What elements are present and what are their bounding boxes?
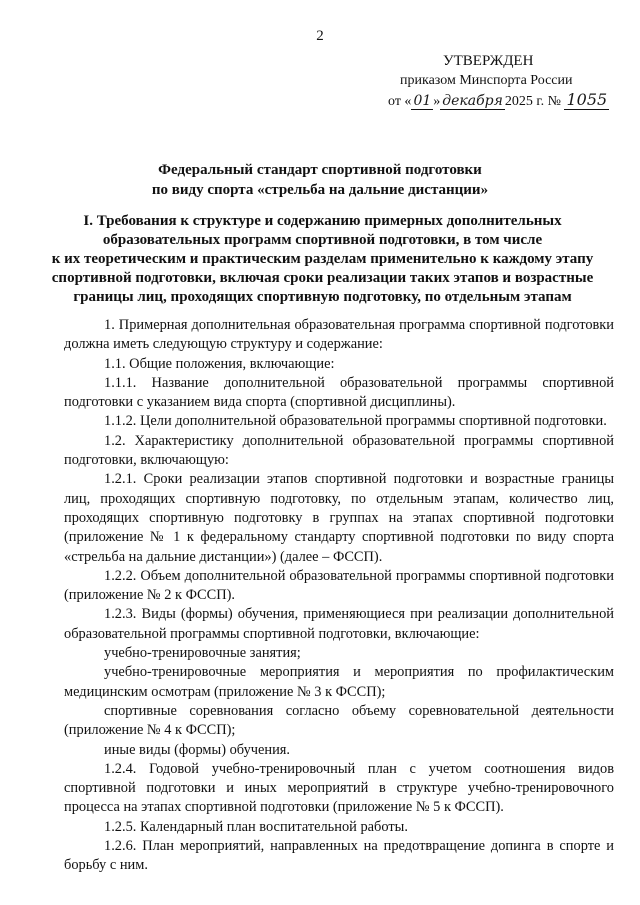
section-heading-line: к их теоретическим и практическим разделам применительно к каждому этапу <box>51 251 594 267</box>
document-body <box>64 316 614 876</box>
approval-order-line: приказом Минспорта России <box>400 73 573 88</box>
section-heading-line: спортивной подготовки, включая сроки реализации таких этапов и возрастные <box>51 270 594 286</box>
paragraph: 1.2. Характеристику дополнительной образовательной программы спортивной подготовки, включающую: <box>64 432 614 469</box>
handwritten-day: 01 <box>413 93 432 109</box>
paragraph: 1. Примерная дополнительная образовательная программа спортивной подготовки должна иметь следующую структуру и содержание: <box>64 317 614 353</box>
section-heading-line: I. Требования к структуре и содержанию примерных дополнительных <box>83 213 562 229</box>
handwritten-month: декабря <box>442 93 503 109</box>
date-mid: » <box>433 94 441 109</box>
page-number: 2 <box>316 28 324 44</box>
paragraph: 1.2.4. Годовой учебно-тренировочный план с учетом соотношения видов спортивной подготовки и иных мероприятий в структуре учебно-тренировочного процесса на этапах спортивной подготовки (приложение № 5 к ФССП). <box>64 760 614 816</box>
section-heading-line: границы лиц, проходящих спортивную подготовку, по отдельным этапам <box>73 289 572 305</box>
paragraph: учебно-тренировочные мероприятия и мероприятия по профилактическим медицинским осмотрам (приложение № 3 к ФССП); <box>64 664 614 700</box>
paragraph: 1.2.1. Сроки реализации этапов спортивной подготовки и возрастные границы лиц, проходящих спортивную подготовку, по отдельным этапам, количество лиц, проходящих спортивную подготовку в группах на этапах спортивной подготовки (приложение № 1 к федеральному стандарту спортивной подготовки по виду спорта «стрельба на дальние дистанции») (далее – ФССП). <box>64 471 614 565</box>
approval-date-line <box>388 90 628 111</box>
title-line: по виду спорта «стрельба на дальние дистанции» <box>151 182 489 198</box>
paragraph: 1.2.6. План мероприятий, направленных на предотвращение допинга в спорте и борьбу с ним. <box>64 838 614 874</box>
handwritten-order-number: 1055 <box>566 90 608 109</box>
approval-block <box>388 52 628 111</box>
paragraph: 1.2.3. Виды (формы) обучения, применяющиеся при реализации дополнительной образовательной программы спортивной подготовки, включающие: <box>64 606 614 642</box>
section-heading-line: образовательных программ спортивной подготовки, в том числе <box>102 232 543 248</box>
paragraph: учебно-тренировочные занятия; <box>104 645 301 662</box>
paragraph: 1.1.2. Цели дополнительной образовательной программы спортивной подготовки. <box>104 413 607 430</box>
date-prefix: от « <box>388 94 412 109</box>
paragraph: 1.2.2. Объем дополнительной образовательной программы спортивной подготовки (приложение № 2 к ФССП). <box>64 567 614 604</box>
paragraph: 1.1. Общие положения, включающие: <box>104 355 335 372</box>
title-line: Федеральный стандарт спортивной подготовки <box>158 162 482 178</box>
document-title <box>0 160 640 200</box>
paragraph: 1.1.1. Название дополнительной образовательной программы спортивной подготовки с указанием вида спорта (спортивной дисциплины). <box>64 374 614 411</box>
date-year: 2025 г. № <box>504 94 561 109</box>
paragraph: иные виды (формы) обучения. <box>104 741 291 758</box>
section-heading <box>40 212 605 307</box>
approval-heading: УТВЕРЖДЕН <box>443 53 534 69</box>
paragraph: 1.2.5. Календарный план воспитательной работы. <box>104 818 408 835</box>
paragraph: спортивные соревнования согласно объему соревновательной деятельности (приложение № 4 к ФССП); <box>64 702 614 739</box>
